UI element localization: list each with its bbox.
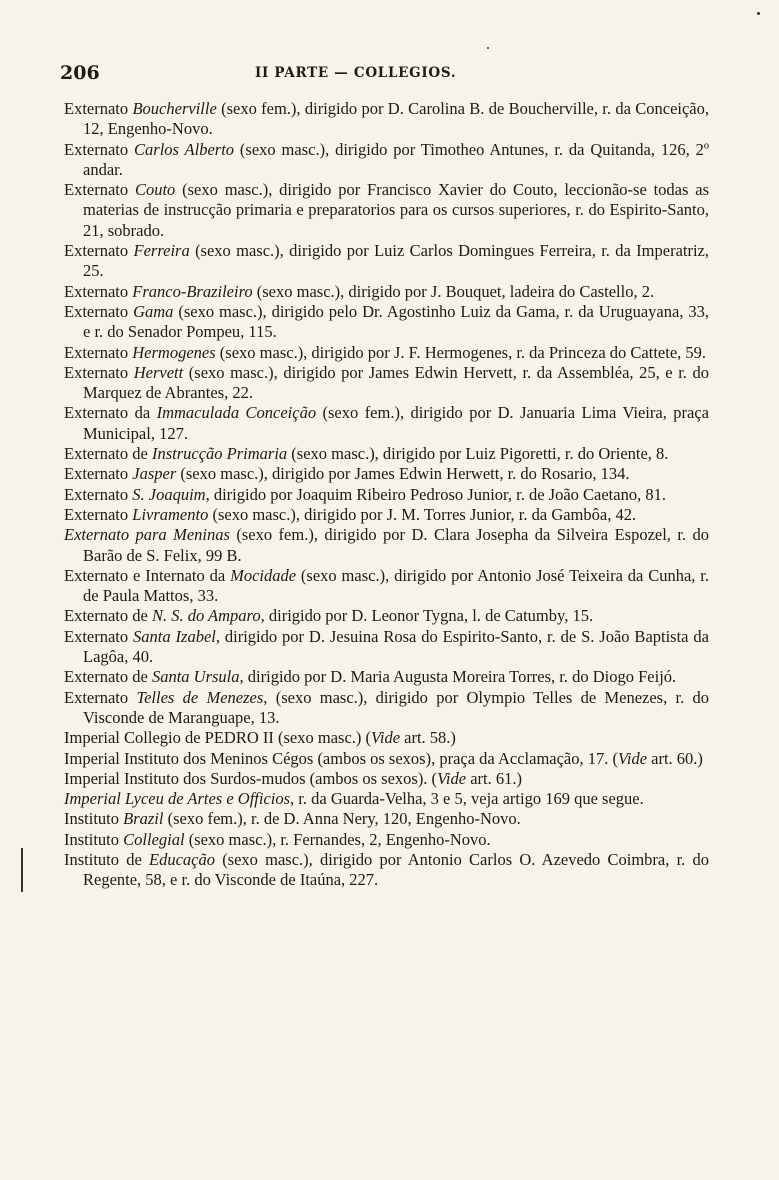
directory-entry xyxy=(64,688,709,729)
entry-name: Externato para Meninas xyxy=(64,525,230,545)
entry-prefix: Instituto xyxy=(64,809,124,829)
entry-name: Brazil xyxy=(123,809,164,829)
directory-entry xyxy=(64,566,709,607)
directory-entry xyxy=(64,789,709,809)
entry-details: , dirigido por D. Maria Augusta Moreira Torres, r. do Diogo Feijó. xyxy=(239,667,677,687)
entry-prefix: Imperial Collegio de PEDRO II (sexo masc.) ( xyxy=(64,728,372,748)
entry-details: (sexo fem.), r. de D. Anna Nery, 120, Engenho-Novo. xyxy=(163,809,521,829)
entry-details: (sexo masc.), dirigido por Francisco Xavier do Couto, leccionão-se todas as materias de instrucção primaria e preparatorios para os cursos superiores, r. do Espirito-Santo, 21, sobrado. xyxy=(83,180,709,240)
entry-prefix: Instituto xyxy=(64,829,124,849)
directory-entry xyxy=(64,241,709,282)
directory-entry xyxy=(64,180,709,241)
page-number: 206 xyxy=(60,62,100,84)
directory-entry xyxy=(64,627,709,668)
entry-name: Livramento xyxy=(132,504,209,524)
entry-prefix: Externato xyxy=(64,484,133,504)
entry-name: Hervett xyxy=(133,362,184,382)
entry-details: (sexo fem.), dirigido por D. Carolina B. de Boucherville, r. da Conceição, 12, Engenho-Novo. xyxy=(83,99,710,139)
entry-details: (sexo masc.), r. Fernandes, 2, Engenho-Novo. xyxy=(184,829,491,849)
entry-prefix: Imperial Instituto dos Surdos-mudos (ambos os sexos). ( xyxy=(64,768,438,788)
directory-entry xyxy=(64,343,709,363)
running-head: II PARTE — COLLEGIOS. xyxy=(255,65,457,81)
entry-details: (sexo masc.), dirigido pelo Dr. Agostinho Luiz da Gama, r. da Uruguayana, 33, e r. do Senador Pompeu, 115. xyxy=(83,301,710,342)
directory-entry xyxy=(64,667,709,687)
entry-details: , dirigido por D. Leonor Tygna, l. de Catumby, 15. xyxy=(260,606,594,626)
directory-entry xyxy=(64,363,709,404)
entry-prefix: Externato xyxy=(64,180,135,200)
directory-entry xyxy=(64,606,709,626)
entry-details: (sexo masc.), dirigido por James Edwin Hervett, r. da Assembléa, 25, e r. do Marquez de Abrantes, 22. xyxy=(83,362,709,403)
entry-prefix: Externato de xyxy=(64,444,152,464)
entry-details: , r. da Guarda-Velha, 3 e 5, veja artigo 169 que segue. xyxy=(290,789,644,809)
directory-entry xyxy=(64,505,709,525)
entry-details: , dirigido por Joaquim Ribeiro Pedroso Junior, r. de João Caetano, 81. xyxy=(205,484,666,504)
entry-prefix: Externato xyxy=(64,139,135,159)
entry-name: Hermogenes xyxy=(132,342,216,362)
entry-details: (sexo masc.), dirigido por J. M. Torres Junior, r. da Gambôa, 42. xyxy=(208,504,637,524)
entry-details: (sexo masc.), dirigido por James Edwin Herwett, r. do Rosario, 134. xyxy=(176,464,630,484)
entry-prefix: Externato xyxy=(64,626,134,646)
entry-details: (sexo masc.), dirigido por J. F. Hermogenes, r. da Princeza do Cattete, 59. xyxy=(215,342,707,362)
directory-entry xyxy=(64,809,709,829)
directory-entry xyxy=(64,830,709,850)
entry-name: Vide xyxy=(437,768,467,788)
entry-prefix: Externato xyxy=(64,342,133,362)
entry-details: (sexo masc.), dirigido por Luiz Pigoretti, r. do Oriente, 8. xyxy=(287,444,669,464)
entry-prefix: Externato xyxy=(64,301,134,321)
entry-name: Franco-Brazileiro xyxy=(132,281,253,301)
entry-prefix: Externato xyxy=(64,241,134,261)
entry-prefix: Externato xyxy=(64,281,133,301)
ink-speck xyxy=(487,47,489,49)
directory-entry xyxy=(64,282,709,302)
entry-details: (sexo masc.), dirigido por Timotheo Antunes, r. da Quitanda, 126, 2º andar. xyxy=(83,139,709,179)
directory-entry xyxy=(64,464,709,484)
entry-name: Carlos Alberto xyxy=(134,139,235,159)
entry-name: Gama xyxy=(133,301,174,321)
entry-name: Santa Ursula xyxy=(151,667,240,687)
entry-details: (sexo masc.), dirigido por Antonio Carlos O. Azevedo Coimbra, r. do Regente, 58, e r. do Visconde de Itaúna, 227. xyxy=(83,849,709,890)
entry-details: (sexo masc.), dirigido por Luiz Carlos Domingues Ferreira, r. da Imperatriz, 25. xyxy=(83,241,710,281)
entry-name: Jasper xyxy=(132,464,177,484)
directory-entry xyxy=(64,302,709,343)
entry-name: Santa Izabel xyxy=(133,626,216,646)
directory-entry xyxy=(64,403,709,444)
entry-details: , (sexo masc.), dirigido por Olympio Telles de Menezes, r. do Visconde de Maranguape, 13. xyxy=(83,687,710,727)
entry-name: Educação xyxy=(149,849,215,869)
entry-details: , dirigido por D. Jesuina Rosa do Espirito-Santo, r. de S. João Baptista da Lagôa, 40. xyxy=(83,626,709,667)
entry-details: art. 58.) xyxy=(400,728,456,748)
directory-entry xyxy=(64,850,709,891)
school-directory-list xyxy=(64,99,709,891)
entry-details: art. 60.) xyxy=(647,748,703,768)
directory-entry xyxy=(64,99,709,140)
entry-prefix: Externato de xyxy=(64,667,152,687)
entry-name: Couto xyxy=(134,180,176,200)
entry-name: Imperial Lyceu de Artes e Officios xyxy=(64,789,291,809)
entry-name: Boucherville xyxy=(132,99,217,118)
entry-name: Vide xyxy=(371,728,401,748)
directory-entry xyxy=(64,769,709,789)
entry-prefix: Imperial Instituto dos Meninos Cégos (ambos os sexos), praça da Acclamação, 17. ( xyxy=(64,748,618,768)
entry-prefix: Externato xyxy=(64,464,133,484)
entry-details: (sexo fem.), dirigido por D. Januaria Lima Vieira, praça Municipal, 127. xyxy=(83,403,709,443)
entry-name: Collegial xyxy=(123,829,185,849)
entry-prefix: Instituto de xyxy=(64,849,149,869)
entry-name: Instrucção Primaria xyxy=(151,444,288,464)
directory-entry xyxy=(64,525,709,566)
entry-name: Ferreira xyxy=(133,241,190,261)
entry-details: (sexo masc.), dirigido por J. Bouquet, ladeira do Castello, 2. xyxy=(252,281,655,301)
ink-speck xyxy=(757,12,760,15)
entry-name: Telles de Menezes xyxy=(136,687,264,707)
entry-name: S. Joaquim xyxy=(132,484,206,504)
entry-name: N. S. do Amparo xyxy=(151,606,261,626)
entry-details: art. 61.) xyxy=(466,768,522,788)
entry-prefix: Externato xyxy=(64,362,134,382)
directory-entry xyxy=(64,485,709,505)
directory-entry xyxy=(64,444,709,464)
entry-prefix: Externato xyxy=(64,504,133,524)
page-header xyxy=(60,62,710,84)
entry-details: (sexo masc.), dirigido por Antonio José Teixeira da Cunha, r. de Paula Mattos, 33. xyxy=(83,565,709,606)
entry-prefix: Externato e Internato da xyxy=(64,565,231,585)
entry-prefix: Externato de xyxy=(64,606,152,626)
entry-name: Mocidade xyxy=(230,565,297,585)
entry-prefix: Externato xyxy=(64,687,137,707)
entry-name: Immaculada Conceição xyxy=(156,403,317,423)
directory-entry xyxy=(64,728,709,748)
directory-entry xyxy=(64,140,709,181)
entry-prefix: Externato da xyxy=(64,403,157,423)
entry-name: Vide xyxy=(618,748,648,768)
entry-prefix: Externato xyxy=(64,99,133,118)
directory-entry xyxy=(64,749,709,769)
margin-mark xyxy=(21,848,23,892)
entry-details: (sexo fem.), dirigido por D. Clara Josepha da Silveira Espozel, r. do Barão de S. Felix, 99 B. xyxy=(83,525,709,565)
